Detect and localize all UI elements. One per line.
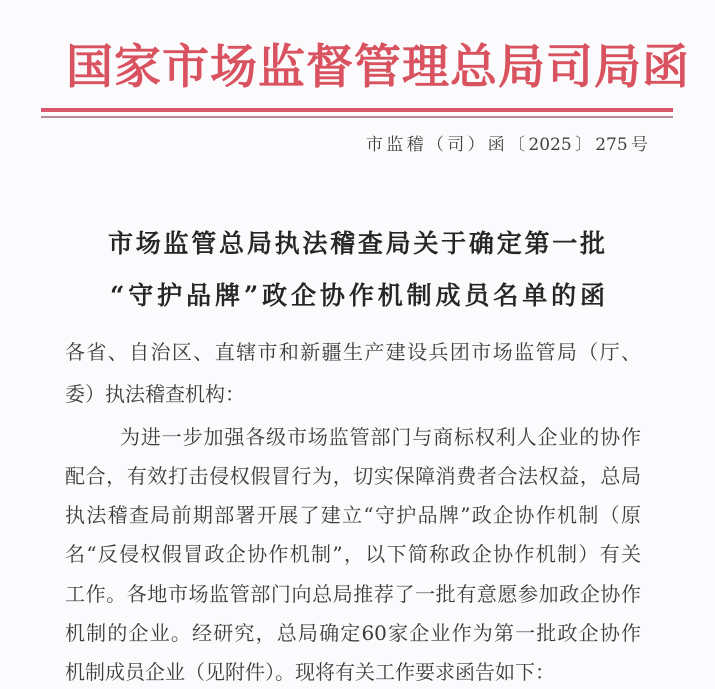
body-paragraph-line-4: 名“反侵权假冒政企协作机制”，以下简称政企协作机制）有关 xyxy=(65,542,641,566)
addressee-line-2: 委）执法稽查机构： xyxy=(65,382,245,406)
letterhead-red-rule-thick xyxy=(41,108,673,112)
body-paragraph-line-7: 机制成员企业（见附件）。现将有关工作要求函告如下： xyxy=(65,660,555,684)
document-number: 市监稽（司）函〔2025〕275号 xyxy=(366,135,648,155)
letterhead-title: 国家市场监督管理总局司局函 xyxy=(66,40,690,95)
addressee-line-1: 各省、自治区、直辖市和新疆生产建设兵团市场监管局（厅、 xyxy=(65,340,641,364)
body-paragraph-line-5: 工作。各地市场监管部门向总局推荐了一批有意愿参加政企协作 xyxy=(65,582,641,606)
body-paragraph-line-2: 配合，有效打击侵权假冒行为，切实保障消费者合法权益，总局 xyxy=(65,464,641,488)
document-title-line-1: 市场监管总局执法稽查局关于确定第一批 xyxy=(108,229,605,258)
body-paragraph-line-1: 为进一步加强各级市场监管部门与商标权利人企业的协作 xyxy=(120,425,641,449)
document-title-line-2: “守护品牌”政企协作机制成员名单的函 xyxy=(110,281,605,310)
body-paragraph-line-3: 执法稽查局前期部署开展了建立“守护品牌”政企协作机制（原 xyxy=(65,503,641,527)
body-paragraph-line-6: 机制的企业。经研究，总局确定60家企业作为第一批政企协作 xyxy=(65,621,641,645)
letterhead-red-rule-thin xyxy=(41,116,673,118)
